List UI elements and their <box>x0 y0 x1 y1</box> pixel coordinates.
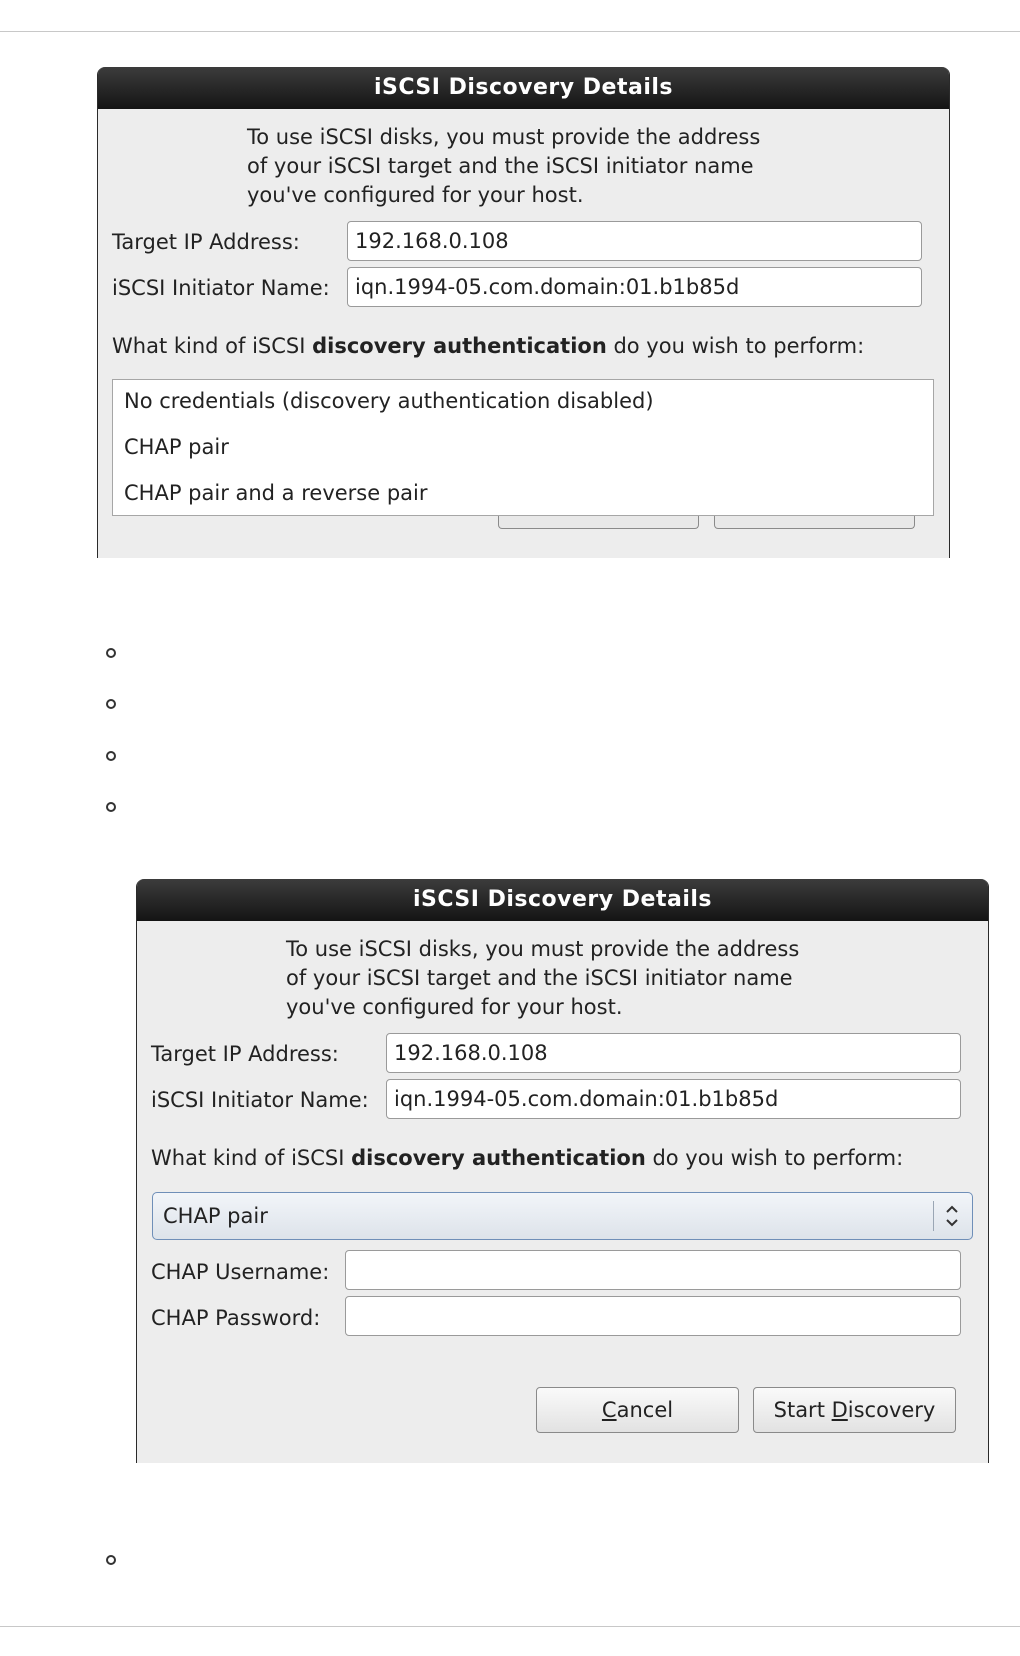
intro-line: of your iSCSI target and the iSCSI initiator name <box>286 966 793 990</box>
list-bullet <box>106 648 116 658</box>
auth-question <box>151 1145 903 1171</box>
auth-option-chap-pair[interactable]: CHAP pair <box>124 435 229 459</box>
auth-options-dropdown-list[interactable] <box>112 379 934 516</box>
list-bullet <box>106 699 116 709</box>
chap-password-label: CHAP Password: <box>151 1306 321 1330</box>
intro-line: To use iSCSI disks, you must provide the address <box>286 937 800 961</box>
intro-line: of your iSCSI target and the iSCSI initiator name <box>247 154 754 178</box>
dialog-title: iSCSI Discovery Details <box>137 879 988 921</box>
up-down-chevron-icon <box>940 1193 964 1239</box>
iscsi-discovery-dialog-expanded <box>97 67 950 558</box>
chap-username-field[interactable] <box>345 1250 961 1290</box>
cancel-button-obscured[interactable] <box>498 515 699 529</box>
initiator-name-field[interactable]: iqn.1994-05.com.domain:01.b1b85d <box>386 1079 961 1119</box>
target-ip-field[interactable]: 192.168.0.108 <box>386 1033 961 1073</box>
target-ip-field[interactable]: 192.168.0.108 <box>347 221 922 261</box>
start-label-pre: Start <box>773 1398 832 1422</box>
cancel-mnemonic: C <box>601 1398 617 1422</box>
auth-question-post: do you wish to perform: <box>606 334 865 358</box>
cancel-button[interactable] <box>536 1387 739 1433</box>
chap-username-label: CHAP Username: <box>151 1260 330 1284</box>
auth-option-no-credentials[interactable]: No credentials (discovery authentication disabled) <box>124 389 654 413</box>
iscsi-discovery-dialog-chap <box>136 879 989 1463</box>
initiator-name-label: iSCSI Initiator Name: <box>112 276 330 300</box>
bottom-divider <box>0 1626 1020 1627</box>
initiator-name-field[interactable]: iqn.1994-05.com.domain:01.b1b85d <box>347 267 922 307</box>
auth-question-bold: discovery authentication <box>351 1146 646 1170</box>
target-ip-label: Target IP Address: <box>151 1042 339 1066</box>
auth-option-chap-reverse-pair[interactable]: CHAP pair and a reverse pair <box>124 481 428 505</box>
start-label-rest: iscovery <box>847 1398 936 1422</box>
list-bullet <box>106 802 116 812</box>
chap-password-field[interactable] <box>345 1296 961 1336</box>
auth-question-bold: discovery authentication <box>312 334 607 358</box>
intro-line: you've configured for your host. <box>286 995 623 1019</box>
auth-question-pre: What kind of iSCSI <box>151 1146 352 1170</box>
select-separator <box>933 1201 934 1231</box>
dialog-intro-text <box>286 935 886 1022</box>
start-discovery-button[interactable] <box>753 1387 956 1433</box>
dialog-intro-text <box>247 123 847 210</box>
intro-line: To use iSCSI disks, you must provide the address <box>247 125 761 149</box>
list-bullet <box>106 1555 116 1565</box>
auth-method-selected: CHAP pair <box>163 1204 268 1228</box>
initiator-name-label: iSCSI Initiator Name: <box>151 1088 369 1112</box>
auth-method-select[interactable] <box>152 1192 973 1240</box>
intro-line: you've configured for your host. <box>247 183 584 207</box>
list-bullet <box>106 751 116 761</box>
auth-question-pre: What kind of iSCSI <box>112 334 313 358</box>
top-divider <box>0 31 1020 32</box>
dialog-title: iSCSI Discovery Details <box>98 67 949 109</box>
cancel-label-rest: ancel <box>616 1398 674 1422</box>
auth-question-post: do you wish to perform: <box>645 1146 904 1170</box>
start-discovery-button-obscured[interactable] <box>714 515 915 529</box>
start-mnemonic: D <box>831 1398 848 1422</box>
auth-question <box>112 333 864 359</box>
target-ip-label: Target IP Address: <box>112 230 300 254</box>
